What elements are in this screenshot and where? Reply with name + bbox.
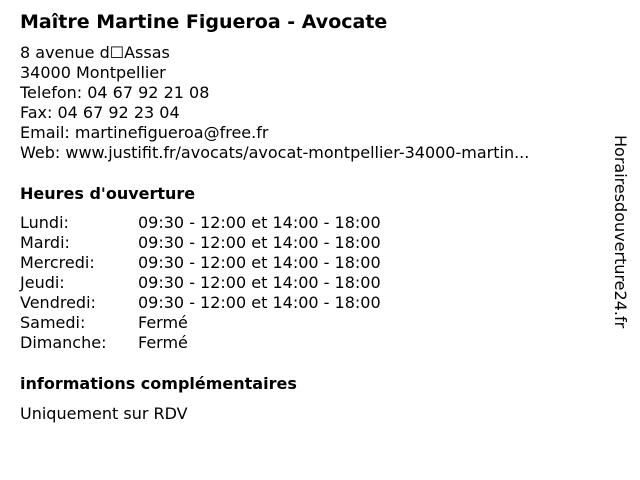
phone-number: Telefon: 04 67 92 21 08 — [20, 83, 210, 102]
day-hours: 09:30 - 12:00 et 14:00 - 18:00 — [138, 293, 381, 312]
day-hours: 09:30 - 12:00 et 14:00 - 18:00 — [138, 233, 381, 252]
day-label: Samedi: — [20, 313, 86, 332]
address-street: 8 avenue d☐Assas — [20, 43, 170, 62]
email-address: Email: martinefigueroa@free.fr — [20, 123, 269, 142]
day-label: Jeudi: — [20, 273, 65, 292]
watermark — [608, 135, 632, 375]
day-label: Vendredi: — [20, 293, 96, 312]
watermark-text: Horairesdouverture24.fr — [611, 135, 630, 329]
day-hours: 09:30 - 12:00 et 14:00 - 18:00 — [138, 253, 381, 272]
address-city: 34000 Montpellier — [20, 63, 166, 82]
day-hours: Fermé — [138, 333, 188, 352]
hours-heading: Heures d'ouverture — [20, 184, 196, 203]
page-title: Maître Martine Figueroa - Avocate — [20, 11, 388, 33]
fax-number: Fax: 04 67 92 23 04 — [20, 103, 180, 122]
day-label: Dimanche: — [20, 333, 107, 352]
website-url: Web: www.justifit.fr/avocats/avocat-montpellier-34000-martin... — [20, 143, 530, 162]
info-heading: informations complémentaires — [20, 374, 297, 393]
day-hours: 09:30 - 12:00 et 14:00 - 18:00 — [138, 213, 381, 232]
day-label: Mercredi: — [20, 253, 95, 272]
day-label: Mardi: — [20, 233, 70, 252]
day-hours: Fermé — [138, 313, 188, 332]
day-label: Lundi: — [20, 213, 69, 232]
info-text: Uniquement sur RDV — [20, 404, 188, 423]
contact-block — [20, 43, 529, 163]
day-hours: 09:30 - 12:00 et 14:00 - 18:00 — [138, 273, 381, 292]
